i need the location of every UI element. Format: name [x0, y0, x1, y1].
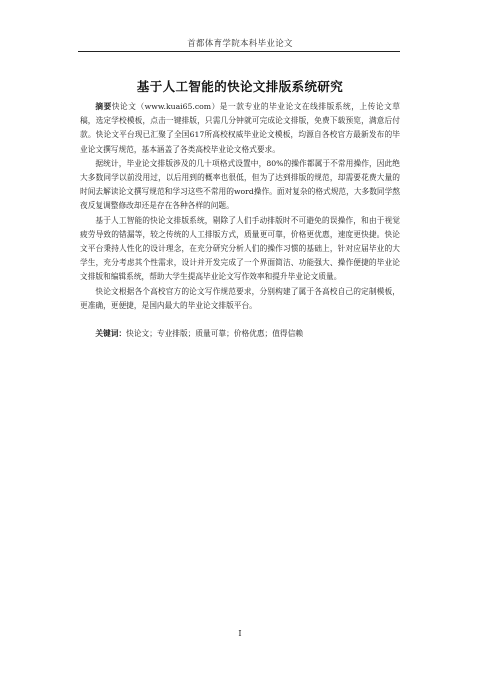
page-number: I: [238, 629, 242, 638]
keywords-text: 快论文；专业排版；质量可靠；价格优惠；值得信赖: [126, 329, 303, 338]
document-title: 基于人工智能的快论文排版系统研究: [136, 79, 344, 94]
abstract-label: 摘要: [95, 102, 112, 111]
abstract-paragraph-2: 据统计，毕业论文排版涉及的几十项格式设置中，80%的操作都属于不常用操作，因此绝大多数同学以前没用过，以后用到的概率也很低，但为了达到排版的规范，却需要花费大量的时间去解读论文撰写规范和学习这些不常用的word操作。面对复杂的格式规范，大多数同学熬夜反复调整修改却还是存在各种各样的问题。: [80, 158, 400, 211]
keywords-line: [80, 327, 400, 341]
abstract-paragraph-1: [80, 100, 400, 157]
header-divider: [78, 51, 400, 52]
abstract-body: [80, 100, 400, 313]
abstract-paragraph-1-text: 快论文（www.kuai65.com）是一款专业的毕业论文在线排版系统，上传论文草稿，选定学校模板，点击一键排版，只需几分钟就可完成论文排版，免费下载预览，满意后付款。快论文平台现已汇聚了全国617所高校权威毕业论文模板，均源自各校官方最新发布的毕业论文撰写规范，基本涵盖了各类高校毕业论文格式要求。: [80, 102, 400, 154]
abstract-paragraph-3: 基于人工智能的快论文排版系统，剔除了人们手动排版时不可避免的误操作，和由于视觉疲劳导致的错漏等，较之传统的人工排版方式，质量更可靠，价格更优惠，速度更快捷。快论文平台秉持人性化的设计理念，在充分研究分析人们的操作习惯的基础上，针对应届毕业的大学生，充分考虑其个性需求，设计并开发完成了一个界面简洁、功能强大、操作便捷的毕业论文排版和编辑系统，帮助大学生提高毕业论文写作效率和提升毕业论文质量。: [80, 215, 400, 282]
keywords-label: 关键词：: [95, 329, 127, 338]
abstract-paragraph-4: 快论文根据各个高校官方的论文写作规范要求，分别构建了属于各高校自己的定制模板，更准确，更便捷，是国内最大的毕业论文排版平台。: [80, 286, 400, 310]
running-header: 首都体育学院本科毕业论文: [187, 39, 293, 49]
